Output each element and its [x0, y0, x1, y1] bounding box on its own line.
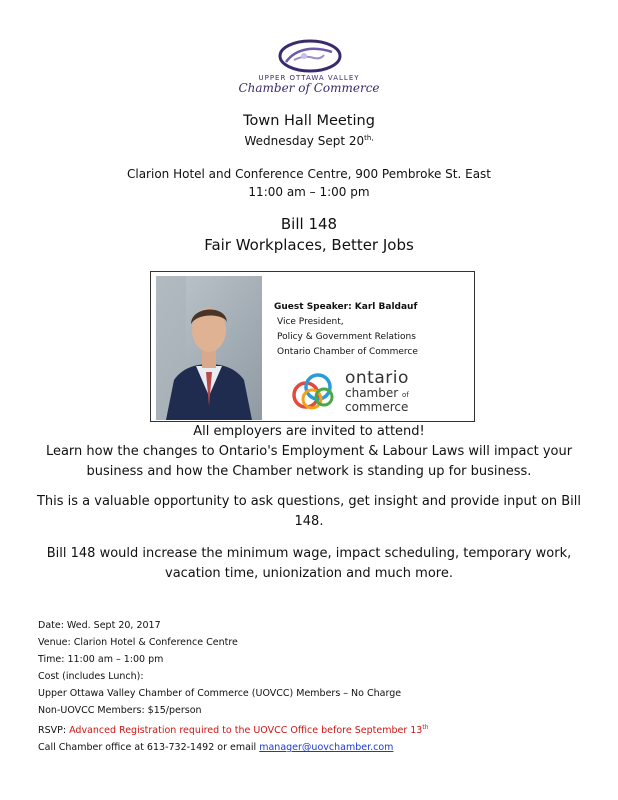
event-time: 11:00 am – 1:00 pm	[248, 185, 370, 199]
rsvp-suffix: th	[422, 724, 429, 731]
event-venue: Clarion Hotel and Conference Centre, 900 Pembroke St. East	[126, 167, 492, 181]
speaker-info	[274, 300, 418, 360]
details-cost: Cost (includes Lunch):	[38, 671, 144, 682]
rsvp-label: RSVP:	[38, 725, 70, 737]
paragraph-impact: Bill 148 would increase the minimum wage, impact scheduling, temporary work, vacation time, unionization and much more.	[46, 546, 572, 581]
logo-org-line1: UPPER OTTAWA VALLEY	[258, 74, 360, 82]
speaker-box	[150, 271, 475, 422]
chamber-logo-icon	[274, 36, 344, 76]
occ-logo-chamber	[345, 387, 409, 401]
speaker-title2: Policy & Government Relations	[277, 332, 416, 342]
details-venue: Venue: Clarion Hotel & Conference Centre	[38, 637, 238, 648]
details-time: Time: 11:00 am – 1:00 pm	[38, 654, 164, 665]
occ-logo-ontario: ontario	[345, 368, 409, 388]
speaker-photo	[156, 276, 262, 420]
details-rsvp	[38, 719, 429, 739]
occ-logo-icon	[290, 369, 342, 413]
occ-logo-commerce: commerce	[345, 400, 409, 414]
event-date-suffix: th,	[364, 134, 374, 142]
rsvp-text: Advanced Registration required to the UOVCC Office before September 13	[69, 725, 423, 737]
details-nonmembers: Non-UOVCC Members: $15/person	[38, 705, 202, 716]
email-link[interactable]: manager@uovchamber.com	[259, 742, 394, 754]
logo-org-line2: Chamber of Commerce	[238, 81, 380, 95]
chamber-logo	[0, 36, 618, 95]
occ-logo-chamber-text: chamber	[345, 386, 399, 400]
details-call	[38, 739, 429, 756]
invite-text: All employers are invited to attend!	[193, 424, 425, 439]
bill-subtitle: Fair Workplaces, Better Jobs	[204, 236, 414, 254]
occ-logo	[345, 370, 409, 413]
details-date: Date: Wed. Sept 20, 2017	[38, 620, 161, 631]
occ-logo-of: of	[402, 391, 409, 399]
details-members: Upper Ottawa Valley Chamber of Commerce (UOVCC) Members – No Charge	[38, 688, 402, 699]
event-details	[38, 617, 429, 756]
paragraph-opportunity: This is a valuable opportunity to ask questions, get insight and provide input on Bill 148.	[36, 494, 582, 529]
event-date	[0, 134, 618, 148]
paragraph-changes: Learn how the changes to Ontario's Employment & Labour Laws will impact your business and how the Chamber network is standing up for business.	[45, 444, 573, 479]
speaker-title1: Vice President,	[277, 317, 344, 327]
call-text: Call Chamber office at 613-732-1492 or email	[38, 742, 260, 754]
event-date-text: Wednesday Sept 20	[244, 134, 365, 148]
event-title: Town Hall Meeting	[243, 113, 375, 129]
bill-title: Bill 148	[280, 215, 338, 233]
speaker-name: Guest Speaker: Karl Baldauf	[274, 302, 418, 312]
speaker-org: Ontario Chamber of Commerce	[277, 347, 418, 357]
